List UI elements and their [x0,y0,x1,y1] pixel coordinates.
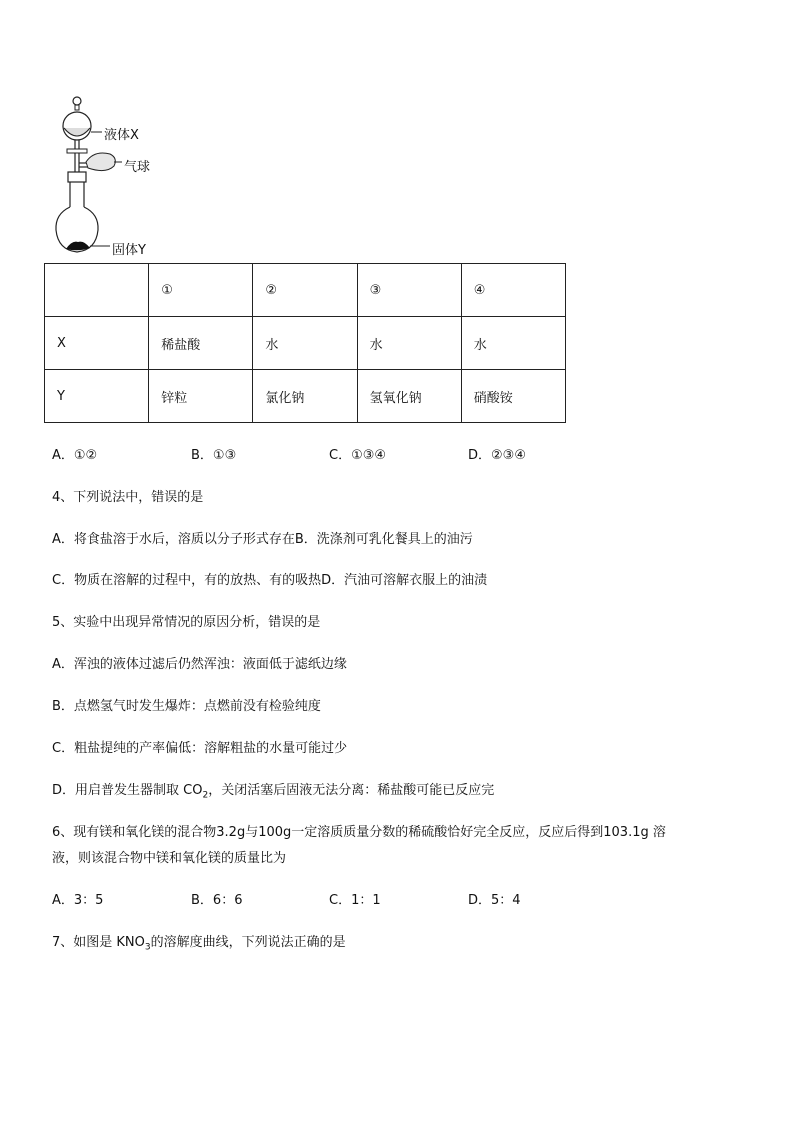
q5-option-c: C．粗盐提纯的产率偏低：溶解粗盐的水量可能过少 [52,741,348,756]
q5-option-a: A．浑浊的液体过滤后仍然浑浊：液面低于滤纸边缘 [52,657,347,672]
q7-stem-text-rest: 的溶解度曲线，下列说法正确的是 [150,935,346,950]
kno3-subscript: 3 [144,942,151,953]
q3-option-d: D．②③④ [468,448,526,463]
q3-option-a: A．①② [52,448,98,463]
q6-stem-line1: 6、现有镁和氧化镁的混合物3.2g与100g一定溶质质量分数的稀硫酸恰好完全反应，反应后得到103.1g 溶 [52,825,666,840]
table-cell: Y [45,370,149,423]
reagent-table [44,263,566,423]
solid-y-label: 固体Y [112,243,146,258]
table-cell: 水 [357,317,461,370]
table-cell: ② [253,264,357,317]
table-row-x [45,317,566,370]
q4-options-ab: A．将食盐溶于水后，溶质以分子形式存在B．洗涤剂可乳化餐具上的油污 [52,532,473,547]
co2-subscript: 2 [202,790,209,801]
apparatus-figure [50,92,170,262]
q6-option-b: B．6：6 [191,893,243,908]
flask-apparatus-diagram [50,92,170,262]
q7-stem-text: 7、如图是 KNO [52,935,145,950]
q6-option-d: D．5：4 [468,893,521,908]
q6-option-c: C．1：1 [329,893,381,908]
q5-stem: 5、实验中出现异常情况的原因分析，错误的是 [52,615,321,630]
q3-option-c: C．①③④ [329,448,387,463]
table-cell: 氯化钠 [253,370,357,423]
liquid-x-label: 液体X [104,128,139,143]
table-cell [45,264,149,317]
table-cell: ④ [461,264,565,317]
q6-stem-line2: 液，则该混合物中镁和氧化镁的质量比为 [52,851,287,866]
q7-stem [52,931,346,953]
q5-option-b: B．点燃氢气时发生爆炸：点燃前没有检验纯度 [52,699,321,714]
table-cell: 硝酸铵 [461,370,565,423]
balloon-label: 气球 [124,160,151,175]
table-cell: 稀盐酸 [149,317,253,370]
table-cell: 锌粒 [149,370,253,423]
q4-options-cd: C．物质在溶解的过程中，有的放热、有的吸热D．汽油可溶解衣服上的油渍 [52,573,488,588]
q4-stem: 4、下列说法中，错误的是 [52,490,204,505]
q5-option-d [52,779,494,801]
q3-option-b: B．①③ [191,448,237,463]
q6-option-a: A．3：5 [52,893,104,908]
table-cell: 氢氧化钠 [357,370,461,423]
table-cell: 水 [461,317,565,370]
table-header-row [45,264,566,317]
table-row-y [45,370,566,423]
table-cell: ③ [357,264,461,317]
table-cell: ① [149,264,253,317]
q5-option-d-text-rest: ，关闭活塞后固液无法分离：稀盐酸可能已反应完 [208,783,495,798]
table-cell: X [45,317,149,370]
q5-option-d-text: D．用启普发生器制取 CO [52,783,203,798]
table-cell: 水 [253,317,357,370]
